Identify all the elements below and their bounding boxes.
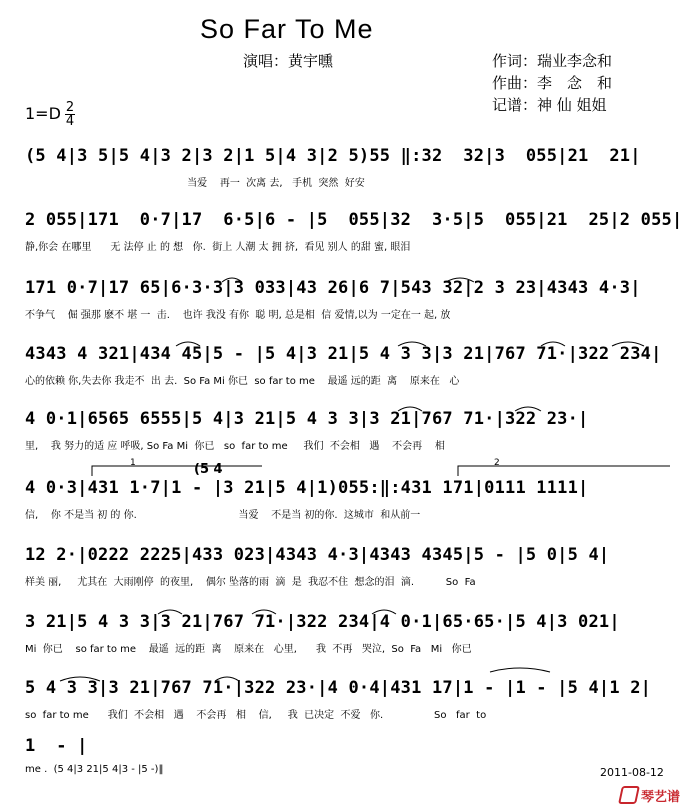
key-signature: 1=D xyxy=(25,104,61,123)
staff-line-7 xyxy=(25,545,673,589)
time-signature xyxy=(64,101,76,128)
lyricist-credit: 作词：瑞业李念和 xyxy=(492,52,613,70)
notes-line-9: 5 4 3 3|3 21|767 71·|322 23·|4 0·4|431 17|1 - |1 - |5 4|1 2| xyxy=(25,678,652,698)
transcription-date: 2011-08-12 xyxy=(600,766,664,779)
staff-line-2 xyxy=(25,210,683,254)
staff-line-10 xyxy=(25,736,673,780)
time-signature-top: 2 xyxy=(65,100,75,115)
volta-second-number: 2 xyxy=(494,458,500,468)
staff-line-1 xyxy=(25,146,673,190)
time-signature-bottom: 4 xyxy=(65,114,75,129)
notes-line-2: 2 055|171 0·7|17 6·5|6 - |5 055|32 3·5|5 055|21 25|2 055| xyxy=(25,210,683,230)
composer-credit: 作曲：李 念 和 xyxy=(492,74,613,92)
lyrics-line-6: 信, 你 不是当 初 的 你. 当爱 不是当 初的你. 这城市 和从前一 xyxy=(25,510,421,521)
volta-first-number: 1 xyxy=(130,458,136,468)
notes-line-3: 171 0·7|17 65|6·3·3|3 033|43 26|6 7|543 32|2 3 23|4343 4·3| xyxy=(25,278,641,298)
notes-line-4: 4343 4 321|434 45|5 - |5 4|3 21|5 4 3 3|3 21|767 71·|322 234| xyxy=(25,344,662,364)
transcriber-credit: 记谱：神 仙 姐姐 xyxy=(492,96,607,114)
lyrics-line-7: 样美 丽, 尤其在 大雨刚停 的夜里, 偶尔 坠落的雨 滴 是 我忍不住 想念的泪 滴. So Fa xyxy=(25,577,476,588)
staff-line-3 xyxy=(25,278,673,322)
notes-line-1: (5 4|3 5|5 4|3 2|3 2|1 5|4 3|2 5)55 ‖:32 32|3 055|21 21| xyxy=(25,146,641,166)
staff-line-8 xyxy=(25,612,673,656)
song-title: So Far To Me xyxy=(200,14,374,44)
lyrics-line-10: me . (5 4|3 21|5 4|3 - |5 -)‖ xyxy=(25,764,164,775)
notes-line-5: 4 0·1|6565 6555|5 4|3 21|5 4 3 3|3 21|767 71·|322 23·| xyxy=(25,409,589,429)
singer-credit: 演唱：黄宇曛 xyxy=(243,52,334,70)
volta-first-ending-notes: (5 4 xyxy=(194,462,223,477)
staff-line-4 xyxy=(25,344,673,388)
lyrics-line-3: 不争气 倔 强那 麽不 堪 一 击. 也许 我没 有你 聪 明, 总是相 信 爱情,以为 一定在一 起, 放 xyxy=(25,310,451,321)
notes-line-7: 12 2·|0222 2225|433 023|4343 4·3|4343 4345|5 - |5 0|5 4| xyxy=(25,545,610,565)
lyrics-line-8: Mi 你已 so far to me 最遥 远的距 离 原来在 心里, 我 不再 哭泣, So Fa Mi 你已 xyxy=(25,644,472,655)
lyrics-line-9: so far to me 我们 不会相 遇 不会再 相 信, 我 已决定 不爱 你. So far to xyxy=(25,710,487,721)
notes-line-8: 3 21|5 4 3 3|3 21|767 71·|322 234|4 0·1|65·65·|5 4|3 021| xyxy=(25,612,620,632)
lyrics-line-2: 静,你会 在哪里 无 法停 止 的 想 你. 街上 人潮 太 拥 挤, 看见 别人 的甜 蜜, 眼泪 xyxy=(25,242,411,253)
notes-line-10: 1 - | xyxy=(25,736,88,756)
lyrics-line-5: 里, 我 努力的适 应 呼吸, So Fa Mi 你已 so far to me 我们 不会相 遇 不会再 相 xyxy=(25,441,445,452)
watermark-text: 琴艺谱 xyxy=(641,790,681,805)
lyrics-line-4: 心的依赖 你,失去你 我走不 出 去. So Fa Mi 你已 so far to me 最遥 远的距 离 原来在 心 xyxy=(25,376,460,387)
lyrics-line-1: 当爱 再一 次离 去, 手机 突然 好安 xyxy=(25,178,365,189)
logo-icon xyxy=(618,786,640,804)
staff-line-9 xyxy=(25,678,673,722)
staff-line-6 xyxy=(25,478,673,522)
staff-line-5 xyxy=(25,409,673,453)
notes-line-6: 4 0·3|431 1·7|1 - |3 21|5 4|1)055:‖:431 171|0111 1111| xyxy=(25,478,589,498)
watermark-logo xyxy=(620,786,680,805)
